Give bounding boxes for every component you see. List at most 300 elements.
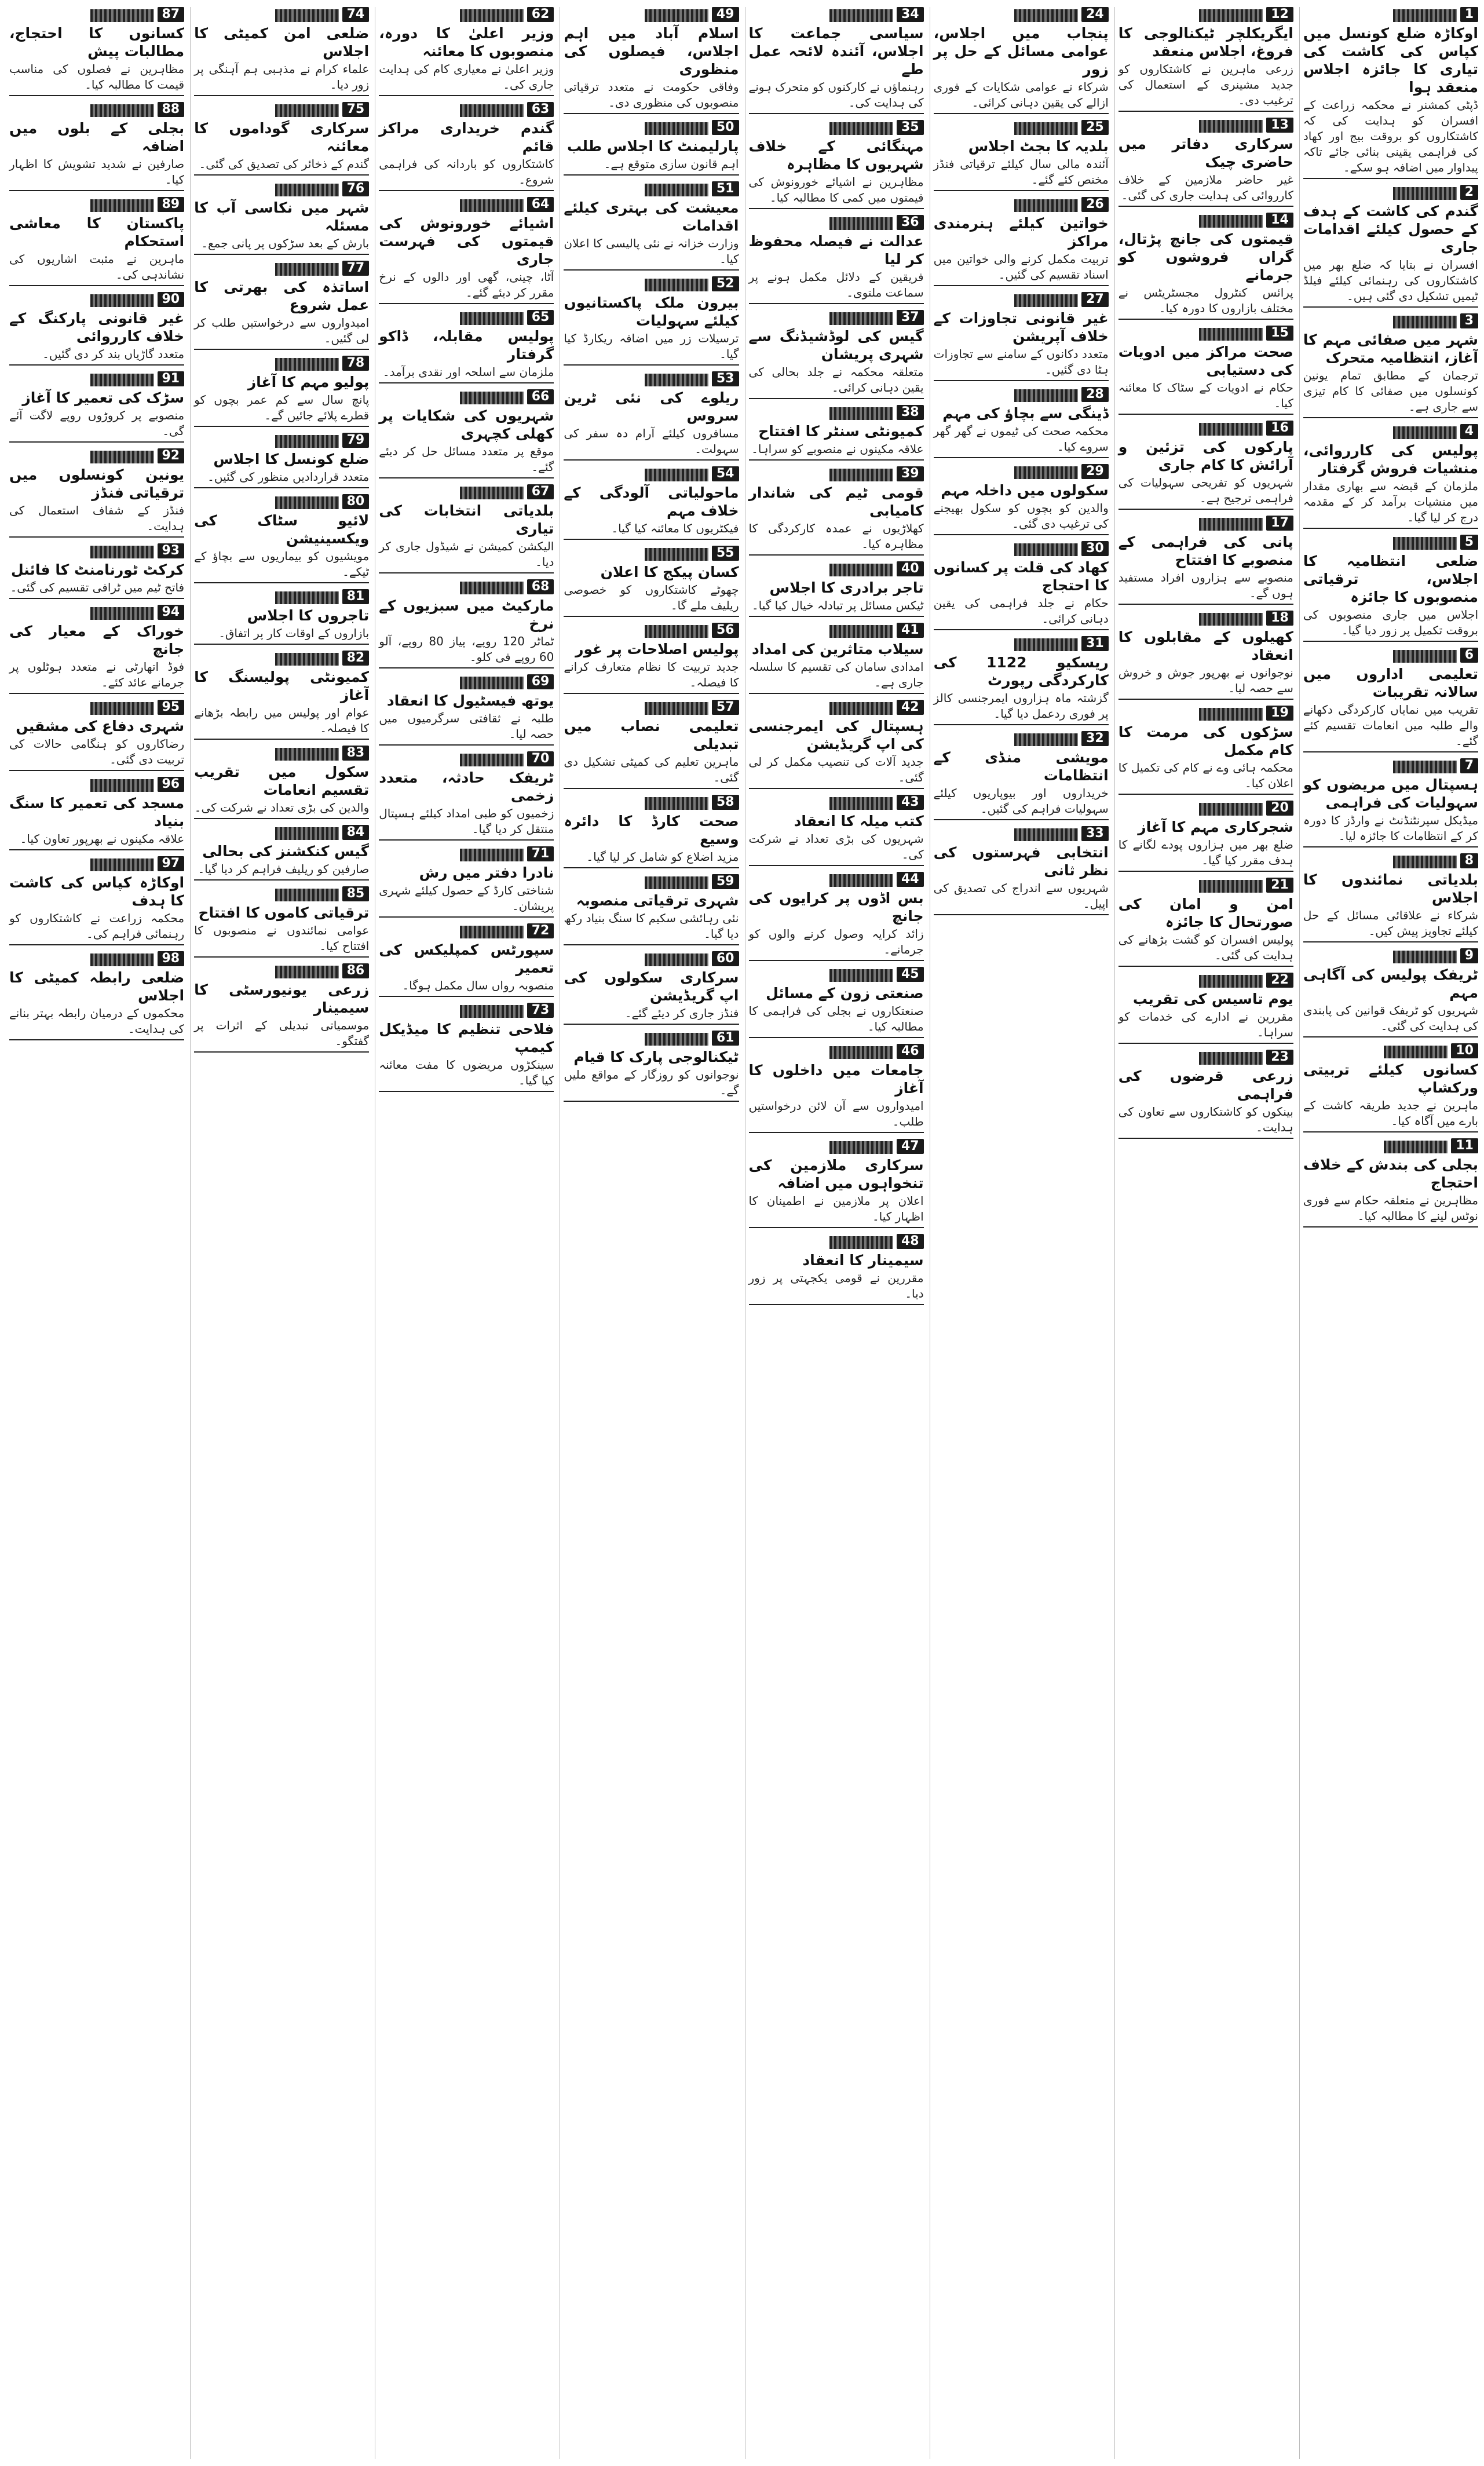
news-headline: صنعتی زون کے مسائل [766,985,924,1002]
news-column [375,7,554,2459]
news-item-header [564,951,739,966]
dateline-barcode [829,797,893,810]
news-body: نوجوانوں نے بھرپور جوش و خروش سے حصہ لیا۔ [1118,666,1293,695]
item-divider [1303,417,1478,418]
item-divider [934,457,1109,458]
news-headline: پولیس مقابلہ، ڈاکو گرفتار [379,328,554,363]
dateline-barcode [829,874,893,887]
item-divider [379,303,554,304]
news-headline: بیرون ملک پاکستانیوں کیلئے سہولیات [564,294,739,329]
news-item [749,795,924,868]
news-item-header [379,923,554,938]
news-body: اعلان پر ملازمین نے اطمینان کا اظہار کیا۔ [748,1194,924,1223]
news-body: صارفین کو ریلیف فراہم کر دیا گیا۔ [198,862,370,876]
news-number-badge: 28 [1081,387,1109,402]
news-headline: پانی کی فراہمی کے منصوبے کا افتتاح [1118,534,1293,568]
item-divider [1119,414,1293,415]
item-divider [1303,641,1478,642]
news-item-header [194,433,369,448]
dateline-barcode [90,9,154,22]
news-item-header [1119,706,1293,721]
news-headline: گیس کنکشنز کی بحالی [202,843,370,860]
item-divider [564,867,739,868]
news-body: صنعتکاروں نے بجلی کی فراہمی کا مطالبہ کیا۔ [748,1004,924,1033]
news-body: پولیس افسران کو گشت بڑھانے کی ہدایت کی گئی۔ [1118,933,1293,962]
news-item [1119,7,1293,114]
item-divider [749,554,924,556]
news-number-badge: 10 [1451,1043,1478,1058]
news-item [934,826,1109,918]
news-item [9,856,184,948]
news-item [749,405,924,463]
item-divider [564,788,739,789]
news-number-badge: 6 [1460,648,1478,663]
item-divider [934,190,1109,191]
news-item-header [749,623,924,638]
news-body: طلبہ نے ثقافتی سرگرمیوں میں حصہ لیا۔ [379,711,554,741]
dateline-barcode [275,358,339,371]
item-divider [934,380,1109,381]
news-number-badge: 35 [897,120,924,135]
news-item-header [379,102,554,117]
dateline-barcode [1014,389,1078,402]
item-divider [749,1227,924,1228]
news-item [564,181,739,273]
news-body: خریداروں اور بیوپاریوں کیلئے سہولیات فراہم کی گئیں۔ [933,786,1109,816]
news-column [560,7,739,2459]
news-number-badge: 86 [342,963,370,978]
item-divider [1303,846,1478,847]
dateline-barcode [275,9,339,22]
news-headline: پولیس کی کارروائی، منشیات فروش گرفتار [1303,442,1478,477]
news-item-header [934,731,1109,746]
news-body: فاتح ٹیم میں ٹرافی تقسیم کی گئی۔ [10,580,185,594]
news-headline: یونین کونسلوں میں ترقیاتی فنڈز [9,466,185,501]
dateline-barcode [275,104,339,117]
news-column [6,7,184,2459]
item-divider [564,539,739,540]
news-item-header [564,371,739,386]
news-body: والدین کو بچوں کو سکول بھیجنے کی ترغیب دی گئی۔ [933,501,1109,531]
dateline-barcode [645,374,708,386]
news-item-header [9,951,184,966]
item-divider [1119,794,1293,795]
news-headline: ٹریفک پولیس کی آگاہی مہم [1303,966,1478,1001]
news-item [194,651,369,742]
news-headline: اوکاڑہ ضلع کونسل میں کپاس کی کاشت کی تیاری کا جائزہ اجلاس منعقد ہوا [1303,25,1478,96]
news-number-badge: 9 [1460,948,1478,963]
news-headline: شہر میں نکاسی آب کا مسئلہ [194,199,370,234]
news-headline: غیر قانونی تجاوزات کے خلاف آپریشن [933,310,1109,345]
news-body: بینکوں کو کاشتکاروں سے تعاون کی ہدایت۔ [1118,1105,1293,1134]
news-item-header [9,448,184,463]
news-number-badge: 3 [1460,313,1478,328]
dateline-barcode [829,969,893,982]
dateline-barcode [645,953,708,966]
item-divider [194,818,369,819]
news-item-header [9,102,184,117]
news-item [1119,706,1293,797]
item-divider [934,914,1109,915]
news-item-header [379,751,554,766]
news-headline: انتخابی فہرستوں کی نظر ثانی [933,844,1109,879]
news-item-header [1303,424,1478,439]
news-item [9,700,184,773]
news-body: مظاہرین نے فصلوں کی مناسب قیمت کا مطالبہ کیا۔ [9,62,185,92]
news-column [190,7,369,2459]
news-number-badge: 73 [527,1003,554,1018]
news-item [379,484,554,576]
dateline-barcode [1384,1046,1448,1058]
news-number-badge: 37 [897,310,924,325]
news-number-badge: 2 [1460,185,1478,200]
news-number-badge: 76 [342,181,370,196]
dateline-barcode [460,104,524,117]
news-item-header [749,215,924,230]
dateline-barcode [1199,120,1263,133]
news-number-badge: 27 [1081,292,1109,307]
news-item [194,433,369,491]
news-number-badge: 58 [712,795,739,810]
news-headline: ماحولیاتی آلودگی کے خلاف مہم [564,484,739,519]
news-headline: اشیائے خورونوش کی قیمتوں کی فہرست جاری [379,215,554,268]
dateline-barcode [1393,856,1457,868]
dateline-barcode [645,548,708,561]
news-item [379,674,554,748]
news-number-badge: 77 [342,261,370,276]
news-item-header [1303,1138,1478,1153]
news-body: علماء کرام نے مذہبی ہم آہنگی پر زور دیا۔ [194,62,370,92]
news-headline: خواتین کیلئے ہنرمندی مراکز [933,215,1109,250]
news-headline: سیمینار کا انعقاد [802,1252,924,1269]
dateline-barcode [1199,975,1263,988]
item-divider [194,879,369,881]
news-body: عوام اور پولیس میں رابطہ بڑھانے کا فیصلہ۔ [194,706,370,735]
news-headline: صحت کارڈ کا دائرہ وسیع [564,813,739,847]
news-number-badge: 85 [342,886,370,901]
news-body: منصوبے سے ہزاروں افراد مستفید ہوں گے۔ [1118,571,1293,600]
news-number-badge: 93 [158,543,185,558]
news-headline: پنجاب میں اجلاس، عوامی مسائل کے حل پر زور [933,25,1109,78]
news-item [564,120,739,178]
news-item-header [1119,973,1293,988]
item-divider [564,113,739,114]
news-item-header [749,795,924,810]
item-divider [934,724,1109,725]
item-divider [1119,966,1293,967]
news-number-badge: 65 [527,310,554,325]
news-headline: عدالت نے فیصلہ محفوظ کر لیا [748,233,924,268]
item-divider [749,303,924,304]
news-item [749,623,924,696]
news-item-header [1303,7,1478,22]
news-body: محکمہ صحت کی ٹیموں نے گھر گھر سروے کیا۔ [933,424,1109,454]
news-item-header [9,7,184,22]
news-headline: کھیلوں کے مقابلوں کا انعقاد [1118,629,1293,663]
news-item-header [564,7,739,22]
news-headline: ضلعی رابطہ کمیٹی کا اجلاس [9,969,185,1004]
dateline-barcode [1199,803,1263,816]
news-headline: کرکٹ ٹورنامنٹ کا فائنل [10,561,185,578]
news-number-badge: 15 [1266,326,1293,341]
item-divider [194,426,369,427]
news-headline: قیمتوں کی جانچ پڑتال، گراں فروشوں کو جرمانے [1118,231,1293,283]
news-body: والدین کی بڑی تعداد نے شرکت کی۔ [194,801,370,814]
news-item [194,181,369,257]
news-item [564,546,739,619]
news-number-badge: 40 [897,561,924,576]
dateline-barcode [1014,122,1078,135]
item-divider [9,598,184,599]
news-item-header [1303,185,1478,200]
dateline-barcode [1393,650,1457,663]
news-body: آئندہ مالی سال کیلئے ترقیاتی فنڈز مختص کئے گئے۔ [933,157,1109,187]
item-divider [9,770,184,771]
news-item-header [1119,1050,1293,1065]
news-item [9,951,184,1043]
news-number-badge: 45 [897,967,924,982]
dateline-barcode [460,926,524,938]
news-headline: غیر قانونی پارکنگ کے خلاف کارروائی [9,310,185,345]
news-item [1119,326,1293,417]
news-body: وزیر اعلیٰ نے معیاری کام کی ہدایت جاری کی۔ [379,62,554,92]
news-number-badge: 11 [1451,1138,1478,1153]
news-item [194,589,369,647]
dateline-barcode [275,653,339,666]
dateline-barcode [645,122,708,135]
news-number-badge: 54 [712,466,739,481]
dateline-barcode [1393,426,1457,439]
dateline-barcode [90,858,154,871]
news-body: ضلع بھر میں ہزاروں پودے لگانے کا ہدف مقرر کیا گیا۔ [1118,838,1293,867]
news-item-header [194,963,369,978]
news-item-header [1303,758,1478,773]
news-body: کاشتکاروں کو باردانہ کی فراہمی شروع۔ [379,157,554,187]
news-number-badge: 60 [712,951,739,966]
dateline-barcode [1393,187,1457,200]
news-headline: سرکاری گوداموں کا معائنہ [194,120,370,155]
news-headline: بلدیہ کا بجٹ اجلاس [968,138,1109,155]
news-headline: فلاحی تنظیم کا میڈیکل کیمپ [379,1021,554,1055]
news-body: مویشیوں کو بیماریوں سے بچاؤ کے ٹیکے۔ [194,549,370,579]
news-item-header [564,546,739,561]
news-headline: تعلیمی نصاب میں تبدیلی [564,718,739,752]
news-number-badge: 88 [158,102,185,117]
news-number-badge: 41 [897,623,924,638]
news-headline: سکول میں تقریب تقسیم انعامات [194,763,370,798]
news-item [934,464,1109,538]
news-number-badge: 16 [1266,421,1293,436]
dateline-barcode [1199,518,1263,531]
news-body: شناختی کارڈ کے حصول کیلئے شہری پریشان۔ [379,883,554,913]
news-item [934,731,1109,823]
news-item [564,700,739,791]
dateline-barcode [829,564,893,576]
news-headline: ڈینگی سے بچاؤ کی مہم [942,405,1109,422]
news-body: رہنماؤں نے کارکنوں کو متحرک ہونے کی ہدایت کی۔ [748,80,924,109]
news-headline: کتب میلہ کا انعقاد [794,813,924,830]
dateline-barcode [460,677,524,689]
dateline-barcode [645,1033,708,1046]
news-item-header [1119,326,1293,341]
news-item [934,636,1109,728]
news-item [1303,758,1478,850]
news-number-badge: 43 [897,795,924,810]
news-item [1119,801,1293,874]
news-number-badge: 31 [1081,636,1109,651]
news-headline: ضلعی انتظامیہ کا اجلاس، ترقیاتی منصوبوں کا جائزہ [1303,553,1478,605]
news-number-badge: 80 [342,494,370,509]
item-divider [1119,206,1293,207]
news-headline: پارلیمنٹ کا اجلاس طلب [566,138,739,155]
news-number-badge: 12 [1266,7,1293,22]
dateline-barcode [1199,423,1263,436]
news-body: چھوٹے کاشتکاروں کو خصوصی ریلیف ملے گا۔ [564,583,739,612]
news-number-badge: 95 [158,700,185,715]
news-headline: ٹیکنالوجی پارک کا قیام [573,1048,739,1065]
news-body: پرائس کنٹرول مجسٹریٹس نے مختلف بازاروں کا دورہ کیا۔ [1118,286,1293,315]
item-divider [749,208,924,209]
dateline-barcode [829,1141,893,1154]
news-item [1119,516,1293,607]
news-number-badge: 63 [527,102,554,117]
news-body: موسمیاتی تبدیلی کے اثرات پر گفتگو۔ [194,1018,370,1048]
news-body: مسافروں کیلئے آرام دہ سفر کی سہولت۔ [564,426,739,456]
item-divider [9,944,184,945]
news-headline: ایگریکلچر ٹیکنالوجی کا فروغ، اجلاس منعقد [1118,25,1293,60]
news-number-badge: 81 [342,589,370,604]
item-divider [194,644,369,645]
news-headline: ہسپتال کی ایمرجنسی کی اپ گریڈیشن [748,718,924,752]
news-item [564,7,739,116]
news-item [564,1031,739,1104]
news-headline: سپورٹس کمپلیکس کی تعمیر [379,941,554,976]
news-item-header [1119,878,1293,893]
news-item [934,541,1109,633]
dateline-barcode [460,849,524,861]
news-item [934,120,1109,193]
news-item-header [194,746,369,761]
item-divider [379,95,554,96]
dateline-barcode [1014,828,1078,841]
dateline-barcode [1199,708,1263,721]
news-item [1119,118,1293,209]
news-headline: وزیر اعلیٰ کا دورہ، منصوبوں کا معائنہ [379,25,554,60]
dateline-barcode [1393,316,1457,328]
news-column [745,7,924,2459]
news-headline: شہر میں صفائی مہم کا آغاز، انتظامیہ متحرک [1303,331,1478,366]
item-divider [934,534,1109,535]
news-body: فنڈز جاری کر دیئے گئے۔ [624,1006,739,1020]
news-item [564,466,739,542]
news-item-header [1119,801,1293,816]
news-number-badge: 36 [897,215,924,230]
news-item-header [564,623,739,638]
news-body: بارش کے بعد سڑکوں پر پانی جمع۔ [201,236,370,250]
news-item-header [934,541,1109,556]
news-headline: گندم کی کاشت کے ہدف کے حصول کیلئے اقدامات جاری [1303,203,1478,255]
news-headline: صحت مراکز میں ادویات کی دستیابی [1118,344,1293,378]
item-divider [9,364,184,366]
news-item [1303,7,1478,181]
news-item-header [934,636,1109,651]
news-headline: گندم خریداری مراکز قائم [379,120,554,155]
news-headline: بلدیاتی انتخابات کی تیاری [379,502,554,537]
dateline-barcode [829,312,893,325]
news-item-header [1119,118,1293,133]
dateline-barcode [829,1236,893,1249]
item-divider [9,190,184,191]
news-item [379,751,554,843]
news-item [194,886,369,960]
news-body: جدید آلات کی تنصیب مکمل کر لی گئی۔ [748,755,924,784]
news-item-header [379,310,554,325]
news-headline: ہسپتال میں مریضوں کو سہولیات کی فراہمی [1303,776,1478,811]
news-item-header [749,561,924,576]
news-item [1303,313,1478,421]
item-divider [1303,178,1478,179]
dateline-barcode [460,1005,524,1018]
news-body: ملزمان کے قبضہ سے بھاری مقدار میں منشیات برآمد کر کے مقدمہ درج کر لیا گیا۔ [1303,479,1478,524]
news-headline: سڑک کی تعمیر کا آغاز [22,389,185,406]
dateline-barcode [460,582,524,594]
item-divider [749,1132,924,1133]
news-item [934,387,1109,461]
news-body: شہریوں کو تفریحی سہولیات کی فراہمی ترجیح ہے۔ [1118,476,1293,505]
item-divider [1119,111,1293,112]
news-headline: شہری ترقیاتی منصوبہ [576,892,739,909]
news-item-header [749,967,924,982]
news-item [749,561,924,619]
news-body: ٹیکس مسائل پر تبادلہ خیال کیا گیا۔ [751,598,924,612]
news-item [1303,1043,1478,1135]
news-item [1119,878,1293,969]
news-body: نئی رہائشی سکیم کا سنگ بنیاد رکھ دیا گیا۔ [564,911,739,941]
news-item-header [564,795,739,810]
news-item-header [934,120,1109,135]
news-headline: مسجد کی تعمیر کا سنگ بنیاد [9,795,185,830]
news-number-badge: 32 [1081,731,1109,746]
news-item-header [934,197,1109,212]
news-item-header [379,7,554,22]
news-item-header [934,826,1109,841]
news-body: وفاقی حکومت نے متعدد ترقیاتی منصوبوں کی منظوری دی۔ [564,80,739,109]
dateline-barcode [90,294,154,307]
news-item-header [749,1234,924,1249]
item-divider [564,174,739,176]
item-divider [749,960,924,961]
item-divider [1119,509,1293,510]
news-number-badge: 20 [1266,801,1293,816]
news-number-badge: 55 [712,546,739,561]
news-item-header [379,389,554,404]
news-body: فریقین کے دلائل مکمل ہونے پر سماعت ملتوی۔ [748,270,924,299]
news-item-header [9,197,184,212]
news-item [1303,185,1478,310]
dateline-barcode [1199,215,1263,228]
news-number-badge: 13 [1266,118,1293,133]
dateline-barcode [90,607,154,620]
news-item [1119,973,1293,1046]
news-item [564,874,739,948]
news-number-badge: 42 [897,700,924,715]
news-item-header [564,874,739,889]
dateline-barcode [275,435,339,448]
news-item [1119,611,1293,702]
news-item [934,292,1109,383]
item-divider [1303,1036,1478,1037]
news-item [749,700,924,791]
